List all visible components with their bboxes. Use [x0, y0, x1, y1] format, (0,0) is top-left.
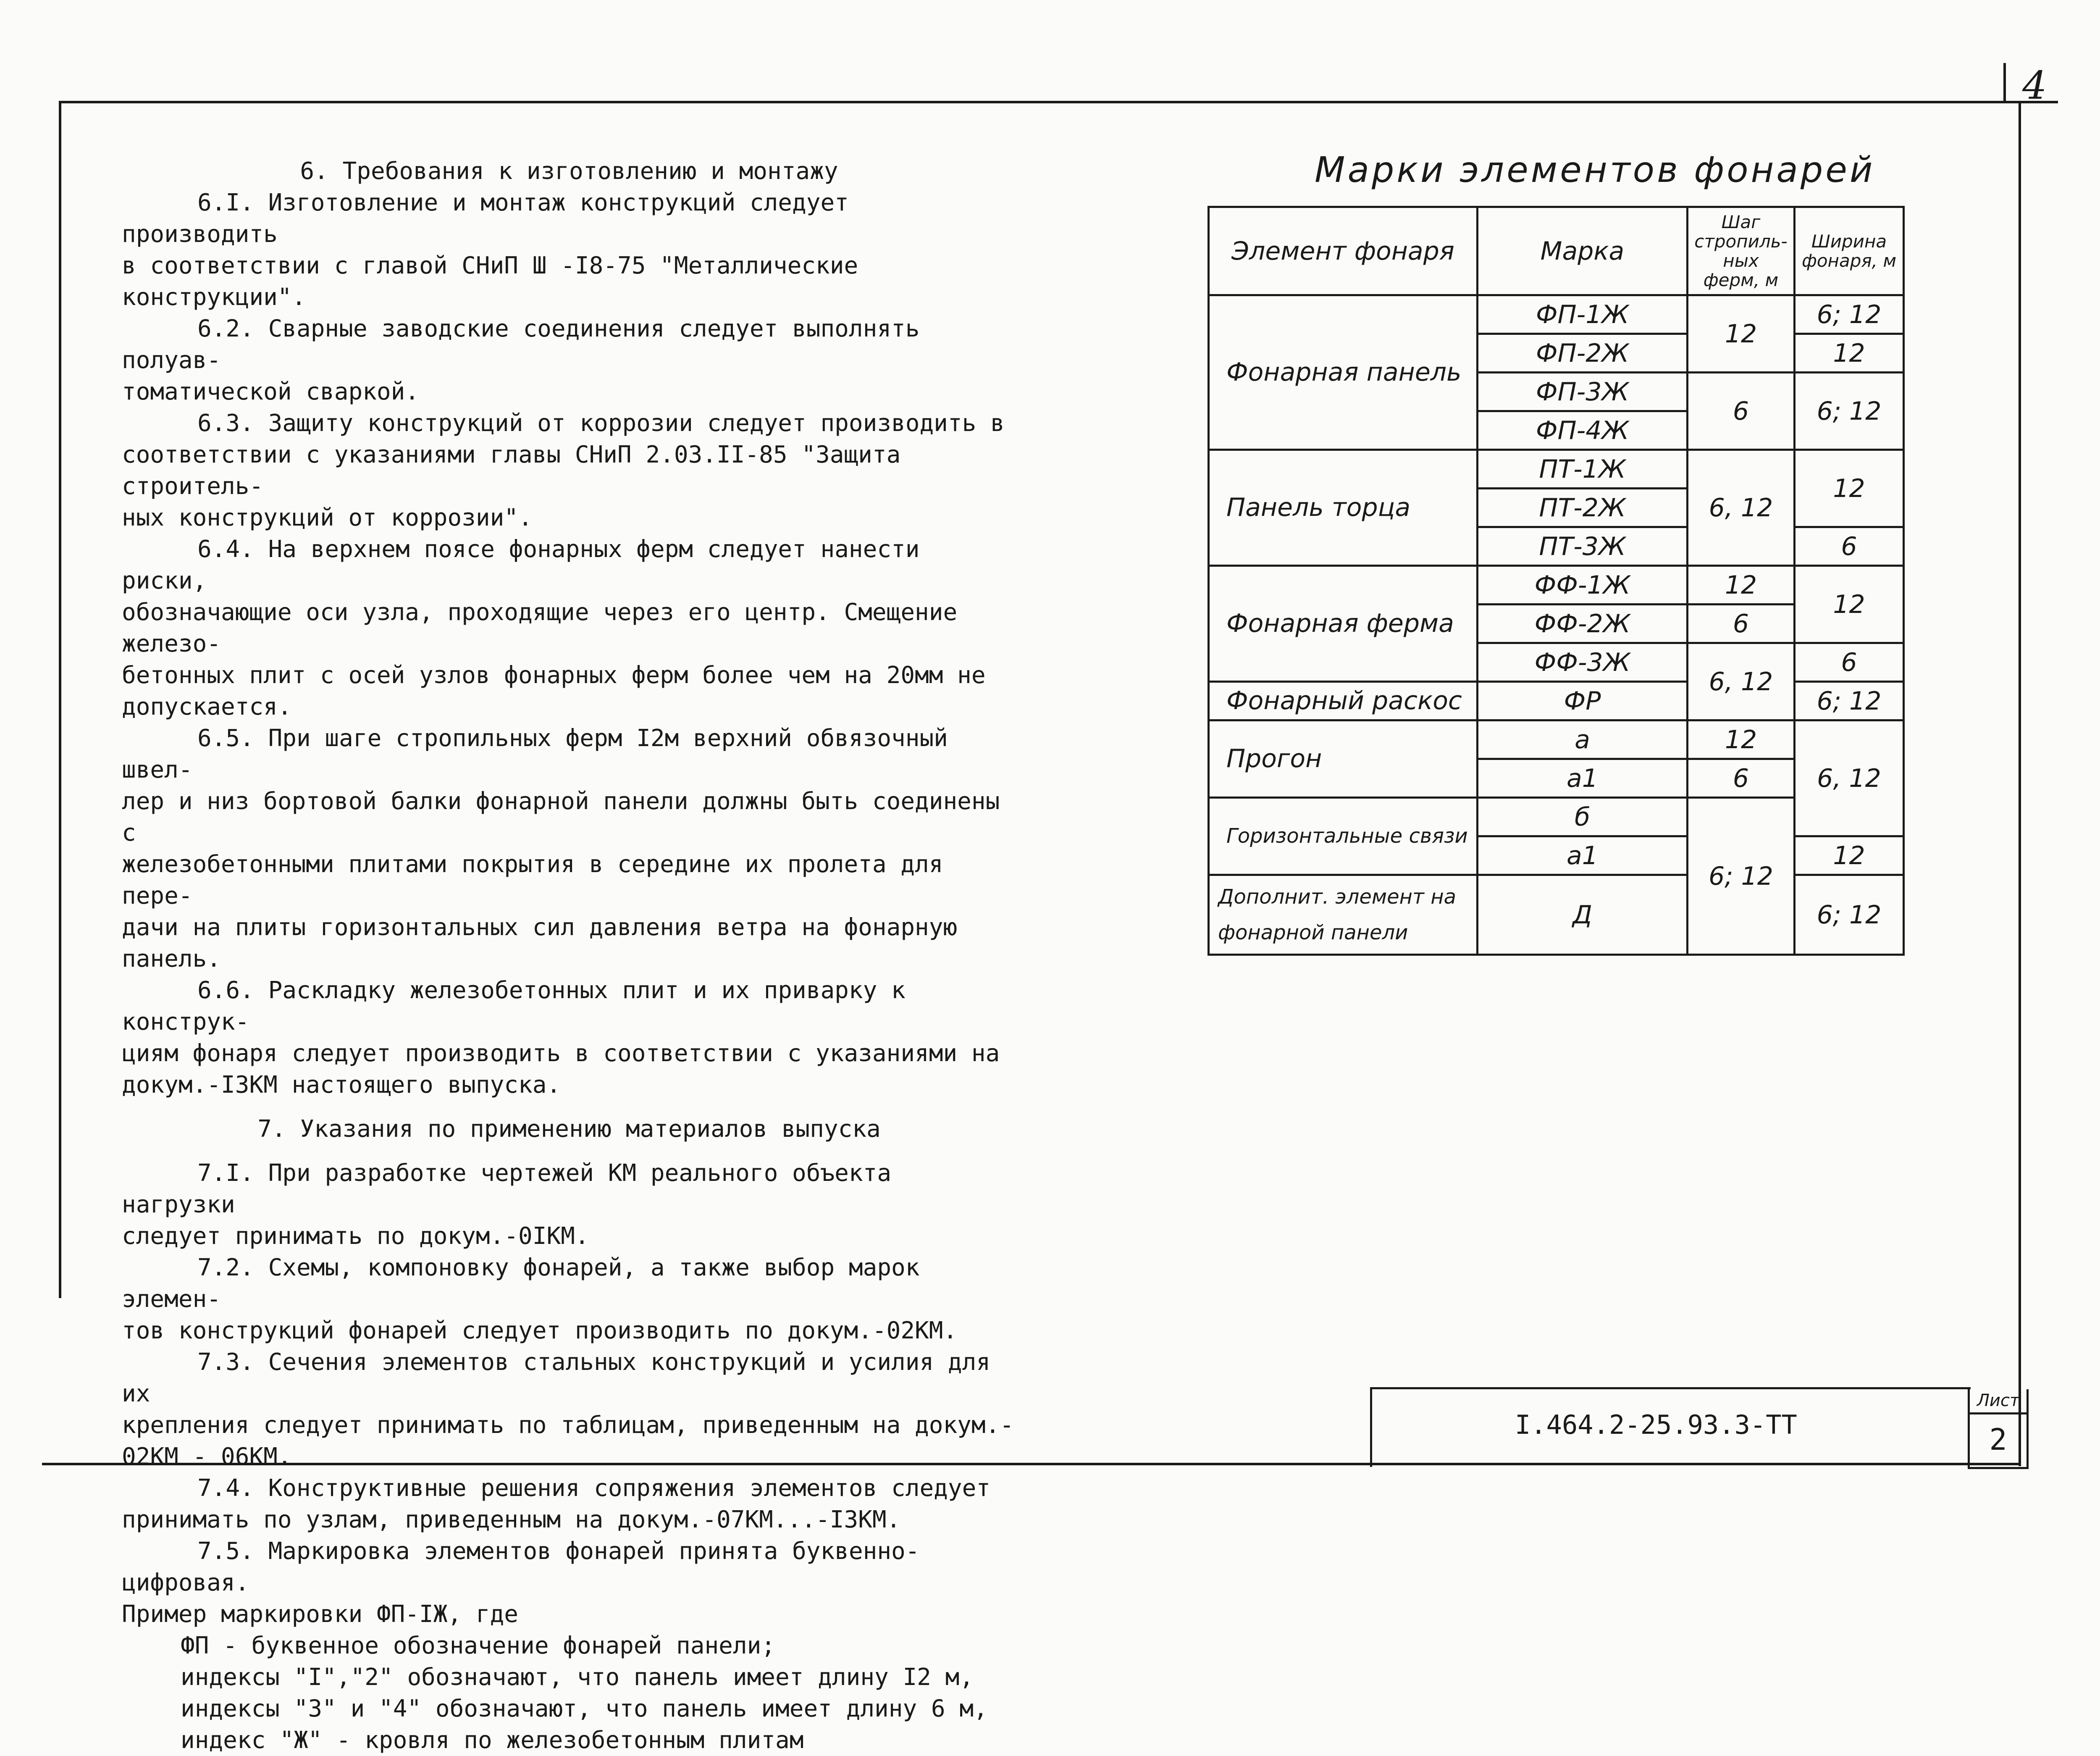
cell-mark: ФП-4Ж: [1478, 411, 1688, 450]
section-7-title: 7. Указания по применению материалов выпуска: [257, 1115, 881, 1143]
para-6-4-line: допускается.: [122, 693, 292, 720]
sheet-number: 2: [1989, 1422, 2007, 1457]
text-column: [122, 155, 1016, 1756]
table-title: Марки элементов фонарей: [1315, 149, 1875, 190]
cell-element: Фонарная ферма: [1209, 566, 1478, 682]
sheet-label: Лист: [1970, 1389, 2026, 1414]
cell-step: 6, 12: [1688, 450, 1795, 566]
para-6-3-line: соответствии с указаниями главы СНиП 2.03.II-85 "Защита строитель-: [122, 441, 901, 500]
para-6-6-line: циям фонаря следует производить в соответствии с указаниями на: [122, 1040, 1000, 1067]
cell-step: 12: [1688, 720, 1795, 759]
cell-width: 6: [1795, 643, 1904, 682]
header-element: Элемент фонаря: [1209, 207, 1478, 295]
para-6-6-line: докум.-I3КМ настоящего выпуска.: [122, 1071, 561, 1099]
para-6-6-line: 6.6. Раскладку железобетонных плит и их приварку к конструк-: [122, 977, 906, 1036]
cell-element: Фонарный раскос: [1209, 682, 1478, 720]
cell-width: 12: [1795, 334, 1904, 373]
cell-mark: б: [1478, 798, 1688, 836]
cell-mark: а1: [1478, 759, 1688, 798]
para-7-2-line: тов конструкций фонарей следует производить по докум.-02КМ.: [122, 1317, 958, 1344]
cell-width: 6; 12: [1795, 875, 1904, 955]
example-line: индексы "I","2" обозначают, что панель имеет длину I2 м,: [181, 1664, 974, 1691]
header-width: Ширина фонаря, м: [1795, 207, 1904, 295]
para-6-4-line: бетонных плит с осей узлов фонарных ферм более чем на 20мм не: [122, 662, 986, 689]
para-7-3-line: 02КМ - 06КМ.: [122, 1443, 292, 1470]
para-6-5-line: лер и низ бортовой балки фонарной панели должны быть соединены с: [122, 788, 1000, 846]
para-7-1-line: следует принимать по докум.-0IКМ.: [122, 1222, 589, 1250]
cell-mark: ФР: [1478, 682, 1688, 720]
cell-width: 12: [1795, 836, 1904, 875]
frame-corner-divider: [2003, 63, 2006, 103]
cell-mark: ФФ-3Ж: [1478, 643, 1688, 682]
marks-table: [1208, 206, 1905, 956]
para-7-5-line: Пример маркировки ФП-IЖ, где: [122, 1601, 519, 1628]
cell-mark: а1: [1478, 836, 1688, 875]
cell-element: Горизонтальные связи: [1209, 798, 1478, 875]
cell-step: 6: [1688, 605, 1795, 643]
cell-mark: ФП-1Ж: [1478, 295, 1688, 334]
example-line: ФП - буквенное обозначение фонарей панели;: [181, 1632, 776, 1659]
cell-mark: Д: [1478, 875, 1688, 955]
para-7-1-line: 7.I. При разработке чертежей КМ реального объекта нагрузки: [122, 1159, 892, 1218]
title-block: [1370, 1387, 2020, 1467]
cell-element: Прогон: [1209, 720, 1478, 798]
cell-width: 6, 12: [1795, 720, 1904, 836]
para-7-5-line: 7.5. Маркировка элементов фонарей принята буквенно-цифровая.: [122, 1538, 920, 1596]
cell-mark: ПТ-2Ж: [1478, 489, 1688, 527]
para-6-5-line: железобетонными плитами покрытия в середине их пролета для пере-: [122, 851, 943, 910]
cell-mark: ПТ-1Ж: [1478, 450, 1688, 489]
sheet-box: [1968, 1389, 2029, 1469]
cell-width: 6; 12: [1795, 373, 1904, 450]
cell-step: 12: [1688, 566, 1795, 605]
frame-right-line: [2019, 103, 2021, 1466]
cell-step: 6; 12: [1688, 798, 1795, 955]
cell-mark: ФП-2Ж: [1478, 334, 1688, 373]
frame-top-line: [59, 101, 2058, 103]
cell-element: Панель торца: [1209, 450, 1478, 566]
cell-mark: а: [1478, 720, 1688, 759]
header-step: Шаг стропиль- ных ферм, м: [1688, 207, 1795, 295]
cell-mark: ФП-3Ж: [1478, 373, 1688, 411]
cell-mark: ПТ-3Ж: [1478, 527, 1688, 566]
cell-element: Дополнит. элемент на фонарной панели: [1209, 875, 1478, 955]
para-7-3-line: 7.3. Сечения элементов стальных конструкций и усилия для их: [122, 1349, 991, 1407]
cell-mark: ФФ-1Ж: [1478, 566, 1688, 605]
document-code: I.464.2-25.93.3-ТТ: [1515, 1409, 1797, 1440]
frame-left-line: [59, 101, 61, 1298]
cell-width: 6; 12: [1795, 295, 1904, 334]
para-7-2-line: 7.2. Схемы, компоновку фонарей, а также выбор марок элемен-: [122, 1254, 920, 1313]
cell-step: 6, 12: [1688, 643, 1795, 720]
cell-mark: ФФ-2Ж: [1478, 605, 1688, 643]
cell-step: 6: [1688, 759, 1795, 798]
header-mark: Марка: [1478, 207, 1688, 295]
para-6-4-line: 6.4. На верхнем поясе фонарных ферм следует нанести риски,: [122, 536, 920, 594]
example-line: индекс "Ж" - кровля по железобетонным плитам: [181, 1727, 804, 1754]
para-6-1-line: 6.I. Изготовление и монтаж конструкций следует производить: [122, 189, 849, 248]
para-6-3-line: 6.3. Защиту конструкций от коррозии следует производить в: [197, 410, 1005, 437]
cell-width: 12: [1795, 450, 1904, 527]
para-6-3-line: ных конструкций от коррозии".: [122, 504, 533, 531]
cell-width: 12: [1795, 566, 1904, 643]
para-6-1-line: в соответствии с главой СНиП Ш -I8-75 "Металлические конструкции".: [122, 252, 858, 311]
page-corner-number: 4: [2022, 63, 2047, 108]
cell-element: Фонарная панель: [1209, 295, 1478, 450]
para-6-5-line: дачи на плиты горизонтальных сил давления ветра на фонарную панель.: [122, 914, 958, 973]
para-6-2-line: 6.2. Сварные заводские соединения следует выполнять полуав-: [122, 315, 920, 374]
cell-width: 6: [1795, 527, 1904, 566]
para-6-5-line: 6.5. При шаге стропильных ферм I2м верхний обвязочный швел-: [122, 725, 948, 783]
example-line: индексы "3" и "4" обозначают, что панель имеет длину 6 м,: [181, 1695, 988, 1722]
para-6-2-line: томатической сваркой.: [122, 378, 420, 405]
para-6-4-line: обозначающие оси узла, проходящие через его центр. Смещение железо-: [122, 599, 958, 657]
para-7-3-line: крепления следует принимать по таблицам, приведенным на докум.-: [122, 1412, 1014, 1439]
para-7-4-line: 7.4. Конструктивные решения сопряжения элементов следует: [197, 1475, 991, 1502]
para-7-4-line: принимать по узлам, приведенным на докум.-07КМ...-I3КМ.: [122, 1506, 901, 1533]
cell-step: 12: [1688, 295, 1795, 373]
cell-width: 6; 12: [1795, 682, 1904, 720]
section-6-title: 6. Требования к изготовлению и монтажу: [300, 158, 838, 185]
cell-step: 6: [1688, 373, 1795, 450]
